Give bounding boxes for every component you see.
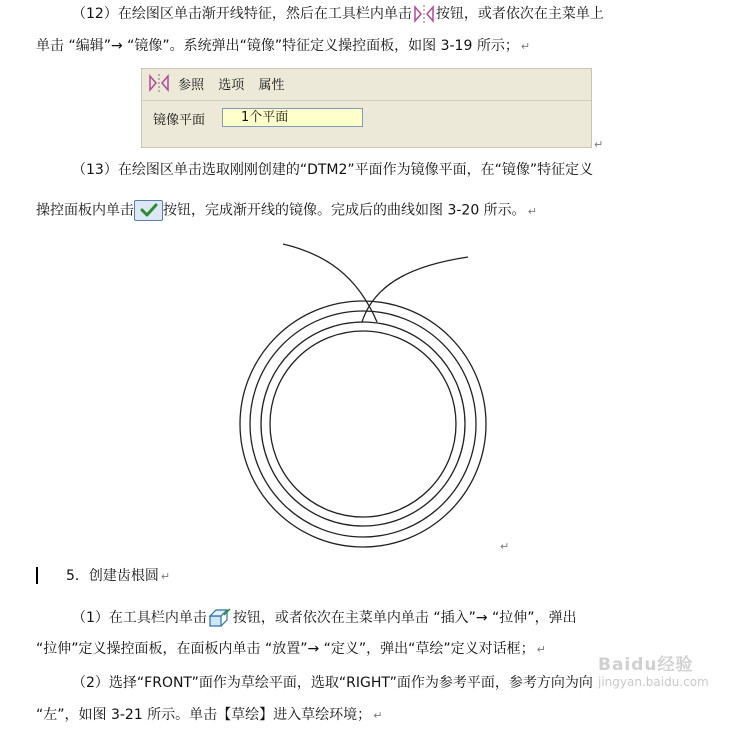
paragraph-mark: ↵ <box>500 540 510 553</box>
mirror-plane-collector[interactable]: 1个平面 <box>222 108 363 127</box>
text-run: “拉伸”定义操控面板，在面板内单击 “放置”→ “定义”，弹出“草绘”定义对话框； <box>36 641 535 657</box>
paragraph-mark: ↵ <box>536 643 546 656</box>
paragraph-mark: ↵ <box>373 709 383 722</box>
addendum-circle <box>250 311 476 537</box>
text-run: 按钮，完成渐开线的镜像。完成后的曲线如图 3-20 所示。 <box>163 202 526 219</box>
text-run: 单击 “编辑”→ “镜像”。系统弹出“镜像”特征定义操控面板，如图 3-19 所示； <box>36 38 519 54</box>
mirror-plane-label: 镜像平面 <box>153 113 206 128</box>
watermark <box>598 650 709 689</box>
pitch-circle <box>261 322 465 526</box>
tab-properties[interactable]: 属性 <box>258 77 285 93</box>
tab-reference[interactable]: 参照 <box>178 77 205 93</box>
text-run: 按钮，或者依次在主菜单上 <box>435 6 604 22</box>
text-run: （12）在绘图区单击渐开线特征，然后在工具栏内单击 <box>72 6 412 22</box>
para-1-line1 <box>72 607 577 629</box>
text-run: 操控面板内单击 <box>36 202 134 219</box>
text-cursor <box>36 567 38 584</box>
watermark-logo: Baidu经验 <box>598 655 694 675</box>
para-1-line2 <box>36 639 546 660</box>
text-run: 5．创建齿根圆 <box>66 568 159 584</box>
section-5-heading <box>66 566 170 587</box>
text-run: （2）选择“FRONT”面作为草绘平面，选取“RIGHT”面作为参考平面，参考方向为向 <box>72 675 593 691</box>
paragraph-mark: ↵ <box>160 570 171 583</box>
text-run: 按钮，或者依次在主菜单内单击 “插入”→ “拉伸”，弹出 <box>232 610 577 626</box>
outer-circle <box>240 301 486 547</box>
text-run: “左”，如图 3-21 所示。单击【草绘】进入草绘环境； <box>36 707 372 723</box>
paragraph-mark: ↵ <box>527 204 537 218</box>
text-run: （13）在绘图区单击选取刚刚创建的“DTM2”平面作为镜像平面，在“镜像”特征定义 <box>72 162 594 178</box>
involute-curve <box>283 244 377 322</box>
tab-options[interactable]: 选项 <box>218 77 245 93</box>
para-2-line2 <box>36 705 382 726</box>
para-2-line1 <box>72 673 593 693</box>
watermark-url: jingyan.baidu.com <box>598 675 709 689</box>
base-circle <box>270 331 456 517</box>
paragraph-mark: ↵ <box>520 40 531 53</box>
text-run: （1）在工具栏内单击 <box>72 610 207 626</box>
paragraph-mark: ↵ <box>594 138 604 151</box>
extrude-tool-icon[interactable] <box>207 607 233 629</box>
